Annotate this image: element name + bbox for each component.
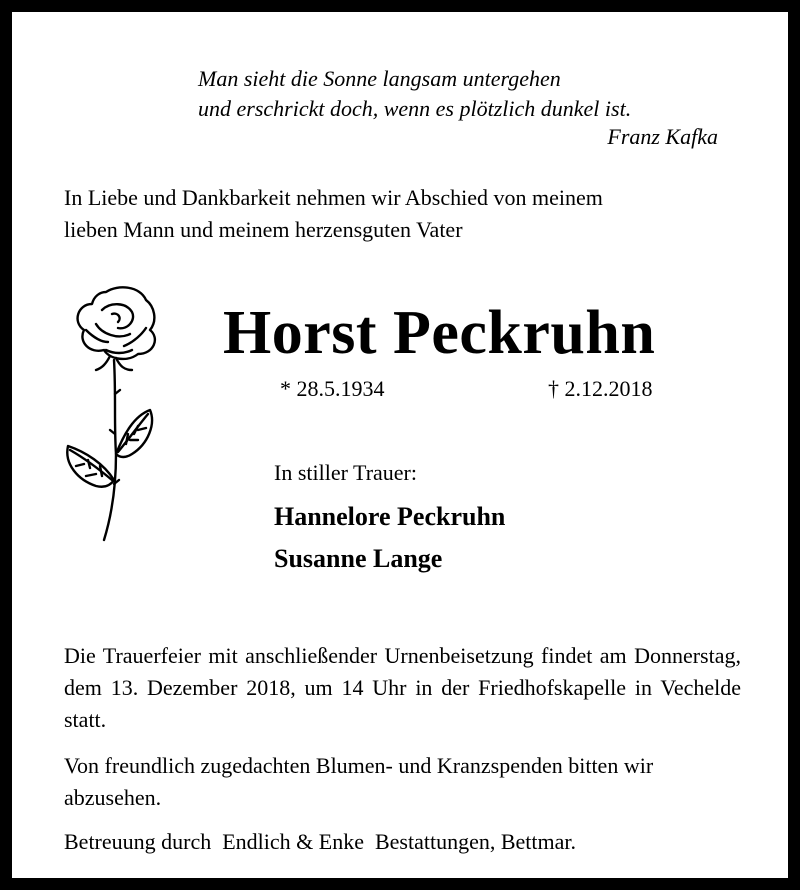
funeral-notice: Die Trauerfeier mit anschließender Urnenbeisetzung findet am Donnerstag, dem 13. Dezember 2018, um 14 Uhr in der Friedhofskapelle in Vechelde statt. [64, 643, 741, 732]
quote-author: Franz Kafka [607, 124, 718, 149]
mourning-label: In stiller Trauer: [274, 460, 417, 485]
intro-line-2: lieben Mann und meinem herzensguten Vater [64, 217, 463, 242]
quote-line-1: Man sieht die Sonne langsam untergehen [198, 66, 561, 91]
mourner-name: Hannelore Peckruhn [274, 502, 506, 531]
funeral-home-notice: Betreuung durch Endlich & Enke Bestattungen, Bettmar. [64, 829, 576, 854]
flowers-notice: Von freundlich zugedachten Blumen- und Kranzspenden bitten wir abzusehen. [64, 753, 654, 810]
intro-text [64, 182, 764, 246]
mourner-name: Susanne Lange [274, 544, 443, 573]
quote-line-2: und erschrickt doch, wenn es plötzlich dunkel ist. [198, 96, 632, 121]
deceased-name: Horst Peckruhn [223, 299, 656, 367]
death-date: † 2.12.2018 [548, 376, 653, 401]
birth-date: * 28.5.1934 [280, 376, 385, 401]
intro-line-1: In Liebe und Dankbarkeit nehmen wir Abschied von meinem [64, 185, 603, 210]
rose-icon [62, 284, 174, 546]
